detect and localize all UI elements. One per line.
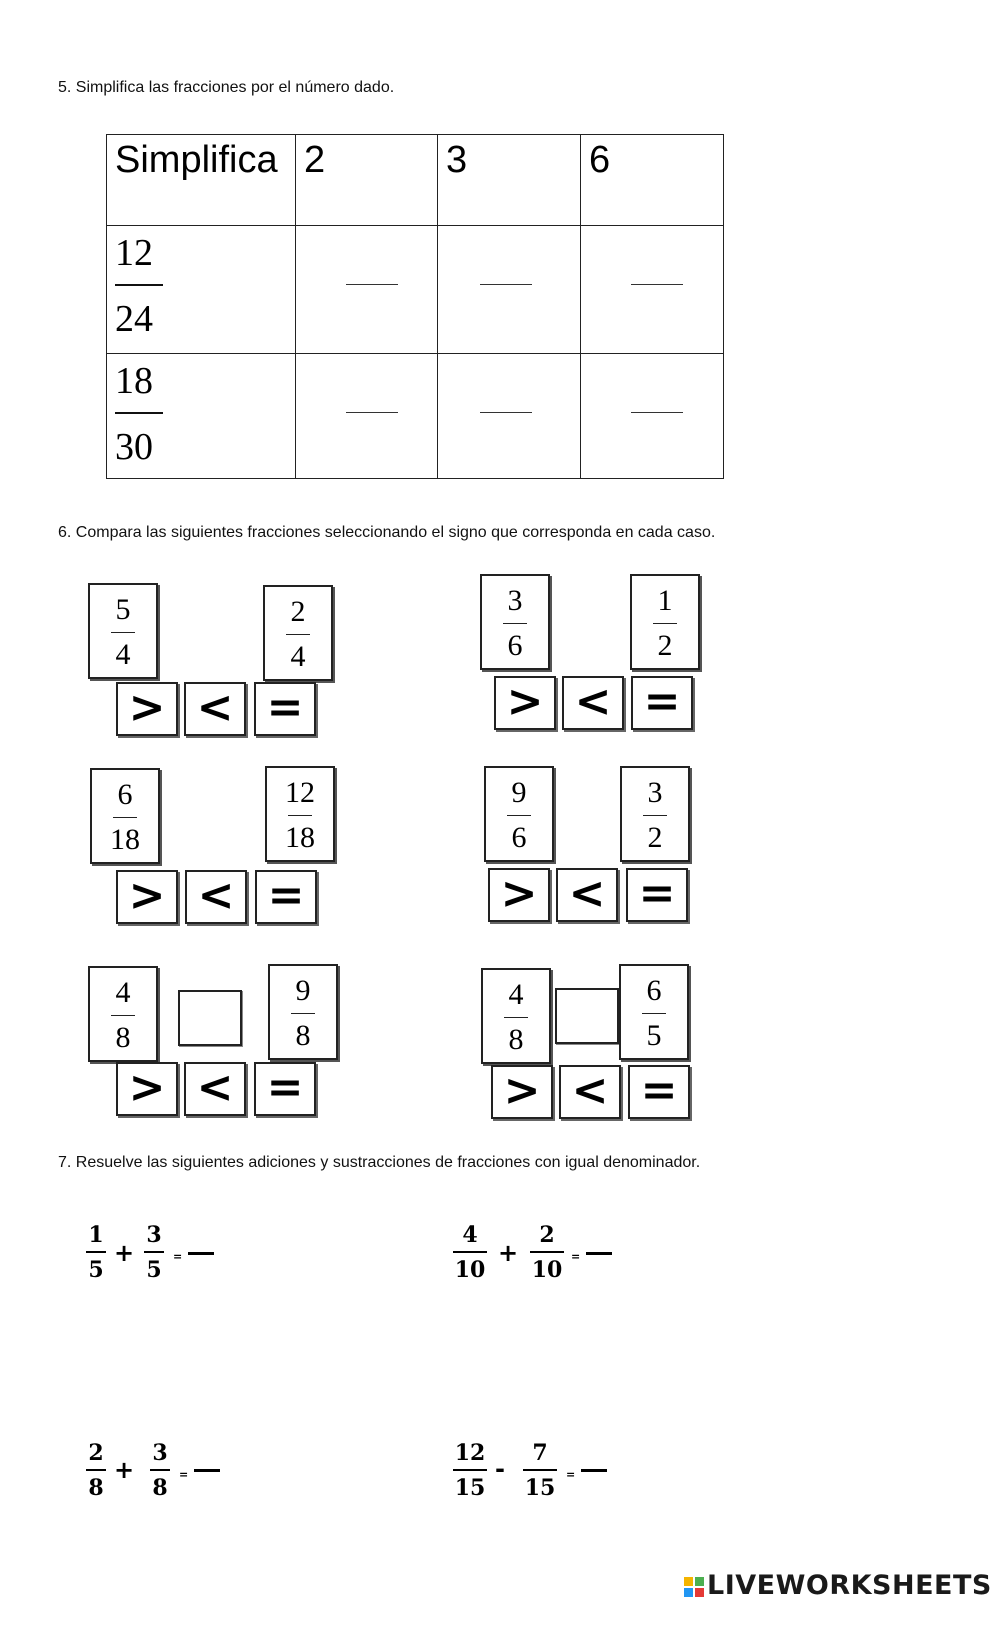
numerator: 3 (152, 1440, 168, 1466)
section5-instruction: 5. Simplifica las fracciones por el número dado. (58, 79, 395, 96)
less-than-button[interactable]: < (562, 676, 624, 730)
fraction-bar (86, 1469, 106, 1471)
fraction-box-right (263, 585, 333, 681)
answer-cell[interactable] (438, 226, 581, 354)
table-header-divisor-6: 6 (581, 135, 724, 226)
equals-button[interactable]: = (626, 868, 688, 922)
fraction-3-5 (144, 1222, 164, 1283)
table-fraction-cell (107, 354, 296, 479)
fraction-1-5 (86, 1222, 106, 1283)
equals-sign: = (179, 1468, 189, 1481)
answer-blank[interactable] (346, 412, 398, 413)
section7-instruction: 7. Resuelve las siguientes adiciones y sustracciones de fracciones con igual denominador. (58, 1154, 701, 1171)
denominator: 2 (657, 629, 673, 662)
numerator: 1 (88, 1222, 104, 1248)
less-than-button[interactable]: < (184, 1062, 246, 1116)
fraction-7-15 (523, 1440, 557, 1501)
equals-button[interactable]: = (628, 1065, 690, 1119)
equals-sign: = (173, 1250, 183, 1263)
denominator: 6 (511, 821, 527, 854)
denominator: 5 (88, 1257, 104, 1283)
denominator: 24 (115, 298, 153, 340)
equals-sign: = (566, 1468, 576, 1481)
numerator: 9 (295, 974, 311, 1007)
numerator: 4 (508, 978, 524, 1011)
fraction-bar (503, 623, 527, 624)
denominator: 5 (146, 1257, 162, 1283)
answer-cell[interactable] (296, 354, 438, 479)
denominator: 10 (531, 1257, 563, 1283)
numerator: 1 (657, 584, 673, 617)
denominator: 8 (115, 1021, 131, 1054)
fraction-bar (507, 815, 531, 816)
fraction-12-24 (115, 230, 163, 342)
numerator: 4 (462, 1222, 478, 1248)
fraction-bar (643, 815, 667, 816)
numerator: 3 (146, 1222, 162, 1248)
equals-button[interactable]: = (255, 870, 317, 924)
fraction-box-right (268, 964, 338, 1060)
plus-sign: + (114, 1239, 135, 1267)
fraction-bar (653, 623, 677, 624)
fraction-box-right (619, 964, 689, 1060)
fraction-box-right (265, 766, 335, 862)
answer-blank[interactable] (480, 284, 532, 285)
fraction-box-left (484, 766, 554, 862)
answer-cell[interactable] (581, 226, 724, 354)
denominator: 8 (88, 1475, 104, 1501)
denominator: 18 (285, 821, 315, 854)
fraction-18-30 (115, 358, 163, 470)
denominator: 18 (110, 823, 140, 856)
denominator: 30 (115, 426, 153, 468)
result-answer-line[interactable] (188, 1252, 214, 1255)
fraction-bar (530, 1251, 564, 1253)
fraction-bar (111, 632, 135, 633)
fraction-12-15 (453, 1440, 487, 1501)
numerator: 5 (115, 593, 131, 626)
fraction-bar (453, 1251, 487, 1253)
denominator: 2 (647, 821, 663, 854)
fraction-bar (115, 284, 163, 286)
fraction-bar (86, 1251, 106, 1253)
numerator: 18 (115, 360, 153, 402)
fraction-bar (523, 1469, 557, 1471)
numerator: 4 (115, 976, 131, 1009)
fraction-box-left (481, 968, 551, 1064)
fraction-4-10 (453, 1222, 487, 1283)
result-answer-line[interactable] (581, 1469, 607, 1472)
greater-than-button[interactable]: > (116, 870, 178, 924)
table-row (107, 226, 724, 354)
denominator: 10 (454, 1257, 486, 1283)
fraction-3-8 (150, 1440, 170, 1501)
less-than-button[interactable]: < (185, 870, 247, 924)
liveworksheets-logo-icon (683, 1576, 705, 1598)
answer-cell[interactable] (438, 354, 581, 479)
denominator: 5 (646, 1019, 662, 1052)
numerator: 7 (532, 1440, 548, 1466)
table-row (107, 354, 724, 479)
plus-sign: + (498, 1239, 519, 1267)
numerator: 2 (539, 1222, 555, 1248)
greater-than-button[interactable]: > (494, 676, 556, 730)
answer-cell[interactable] (581, 354, 724, 479)
denominator: 8 (152, 1475, 168, 1501)
fraction-box-right (630, 574, 700, 670)
equals-sign: = (571, 1250, 581, 1263)
denominator: 15 (524, 1475, 556, 1501)
plus-sign: + (114, 1456, 135, 1484)
fraction-bar (113, 817, 137, 818)
numerator: 12 (454, 1440, 486, 1466)
numerator: 9 (511, 776, 527, 809)
less-than-button[interactable]: < (559, 1065, 621, 1119)
result-answer-line[interactable] (194, 1469, 220, 1472)
fraction-bar (291, 1013, 315, 1014)
greater-than-button[interactable]: > (116, 682, 178, 736)
fraction-box-left (480, 574, 550, 670)
comparison-answer-box[interactable] (555, 988, 619, 1044)
equals-button[interactable]: = (631, 676, 693, 730)
denominator: 4 (290, 640, 306, 673)
fraction-box-left (88, 583, 158, 679)
answer-blank[interactable] (631, 284, 683, 285)
numerator: 6 (646, 974, 662, 1007)
table-header-divisor-2: 2 (296, 135, 438, 226)
fraction-box-right (620, 766, 690, 862)
greater-than-button[interactable]: > (491, 1065, 553, 1119)
table-header-divisor-3: 3 (438, 135, 581, 226)
numerator: 12 (285, 776, 315, 809)
minus-sign: - (495, 1455, 505, 1483)
fraction-bar (111, 1015, 135, 1016)
simplify-table (106, 134, 724, 479)
logo-text: LIVEWORKSHEETS (707, 1570, 992, 1601)
numerator: 6 (117, 778, 133, 811)
equals-button[interactable]: = (254, 1062, 316, 1116)
fraction-bar (286, 634, 310, 635)
answer-blank[interactable] (631, 412, 683, 413)
fraction-bar (504, 1017, 528, 1018)
fraction-box-left (88, 966, 158, 1062)
answer-blank[interactable] (480, 412, 532, 413)
numerator: 3 (507, 584, 523, 617)
denominator: 15 (454, 1475, 486, 1501)
less-than-button[interactable]: < (184, 682, 246, 736)
answer-blank[interactable] (346, 284, 398, 285)
fraction-bar (288, 815, 312, 816)
fraction-box-left (90, 768, 160, 864)
numerator: 12 (115, 232, 153, 274)
answer-cell[interactable] (296, 226, 438, 354)
table-header-simplifica: Simplifica (107, 135, 296, 226)
table-fraction-cell (107, 226, 296, 354)
comparison-answer-box[interactable] (178, 990, 242, 1046)
numerator: 3 (647, 776, 663, 809)
fraction-2-10 (530, 1222, 564, 1283)
denominator: 8 (508, 1023, 524, 1056)
denominator: 4 (115, 638, 131, 671)
greater-than-button[interactable]: > (488, 868, 550, 922)
fraction-bar (144, 1251, 164, 1253)
fraction-bar (642, 1013, 666, 1014)
equals-button[interactable]: = (254, 682, 316, 736)
fraction-bar (453, 1469, 487, 1471)
numerator: 2 (290, 595, 306, 628)
denominator: 6 (507, 629, 523, 662)
table-header-row (107, 135, 724, 226)
numerator: 2 (88, 1440, 104, 1466)
fraction-bar (150, 1469, 170, 1471)
greater-than-button[interactable]: > (116, 1062, 178, 1116)
less-than-button[interactable]: < (556, 868, 618, 922)
section6-instruction: 6. Compara las siguientes fracciones seleccionando el signo que corresponda en cada caso. (58, 524, 716, 541)
fraction-bar (115, 412, 163, 414)
denominator: 8 (295, 1019, 311, 1052)
fraction-2-8 (86, 1440, 106, 1501)
result-answer-line[interactable] (586, 1252, 612, 1255)
